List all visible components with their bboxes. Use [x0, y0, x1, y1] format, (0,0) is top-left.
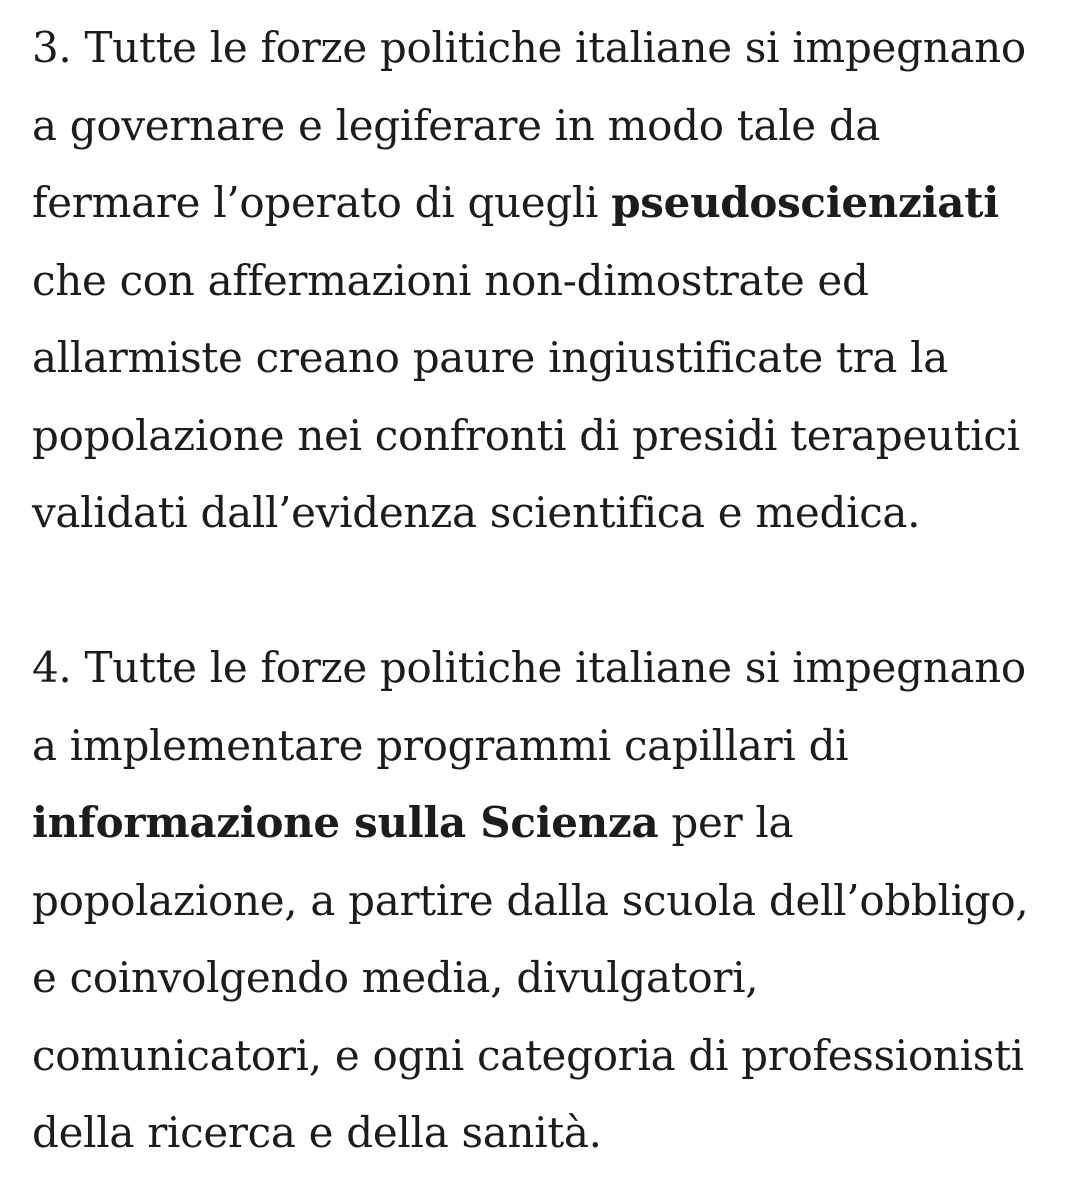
text-run: per la: [658, 798, 794, 847]
text-line: [32, 784, 1062, 862]
text-run: validati dall’evidenza scientifica e medica.: [32, 488, 921, 537]
text-line: [32, 242, 1062, 320]
text-line: [32, 707, 1062, 785]
text-line: [32, 164, 1062, 242]
article-body: [32, 9, 1062, 1172]
text-line: [32, 474, 1062, 552]
text-run: 3. Tutte le forze politiche italiane si impegnano: [32, 23, 1026, 72]
text-line: [32, 939, 1062, 1017]
paragraph-point-4: [32, 629, 1062, 1172]
text-run: 4. Tutte le forze politiche italiane si impegnano: [32, 643, 1026, 692]
text-line: [32, 87, 1062, 165]
text-run: a implementare programmi capillari di: [32, 720, 849, 770]
text-run: allarmiste creano paure ingiustificate tra la: [32, 333, 949, 382]
text-run: che con affermazioni non-dimostrate ed: [32, 255, 869, 305]
emphasis-informazione-scienza: informazione sulla Scienza: [32, 798, 659, 847]
text-line: [32, 1017, 1062, 1095]
text-run: a governare e legiferare in modo tale da: [32, 100, 881, 150]
text-line: [32, 9, 1062, 87]
text-run: fermare l’operato di quegli: [32, 178, 612, 227]
text-run: popolazione, a partire dalla scuola dell’obbligo,: [32, 875, 1029, 925]
text-run: comunicatori, e ogni categoria di professionisti: [32, 1030, 1024, 1080]
text-line: [32, 862, 1062, 940]
paragraph-point-3: [32, 9, 1062, 552]
emphasis-pseudoscienziati: pseudoscienziati: [611, 178, 999, 227]
text-line: [32, 319, 1062, 397]
text-line: [32, 1094, 1062, 1172]
text-run: e coinvolgendo media, divulgatori,: [32, 953, 759, 1002]
text-run: della ricerca e della sanità.: [32, 1108, 602, 1157]
text-line: [32, 397, 1062, 475]
text-run: popolazione nei confronti di presidi terapeutici: [32, 410, 1020, 460]
text-line: [32, 629, 1062, 707]
